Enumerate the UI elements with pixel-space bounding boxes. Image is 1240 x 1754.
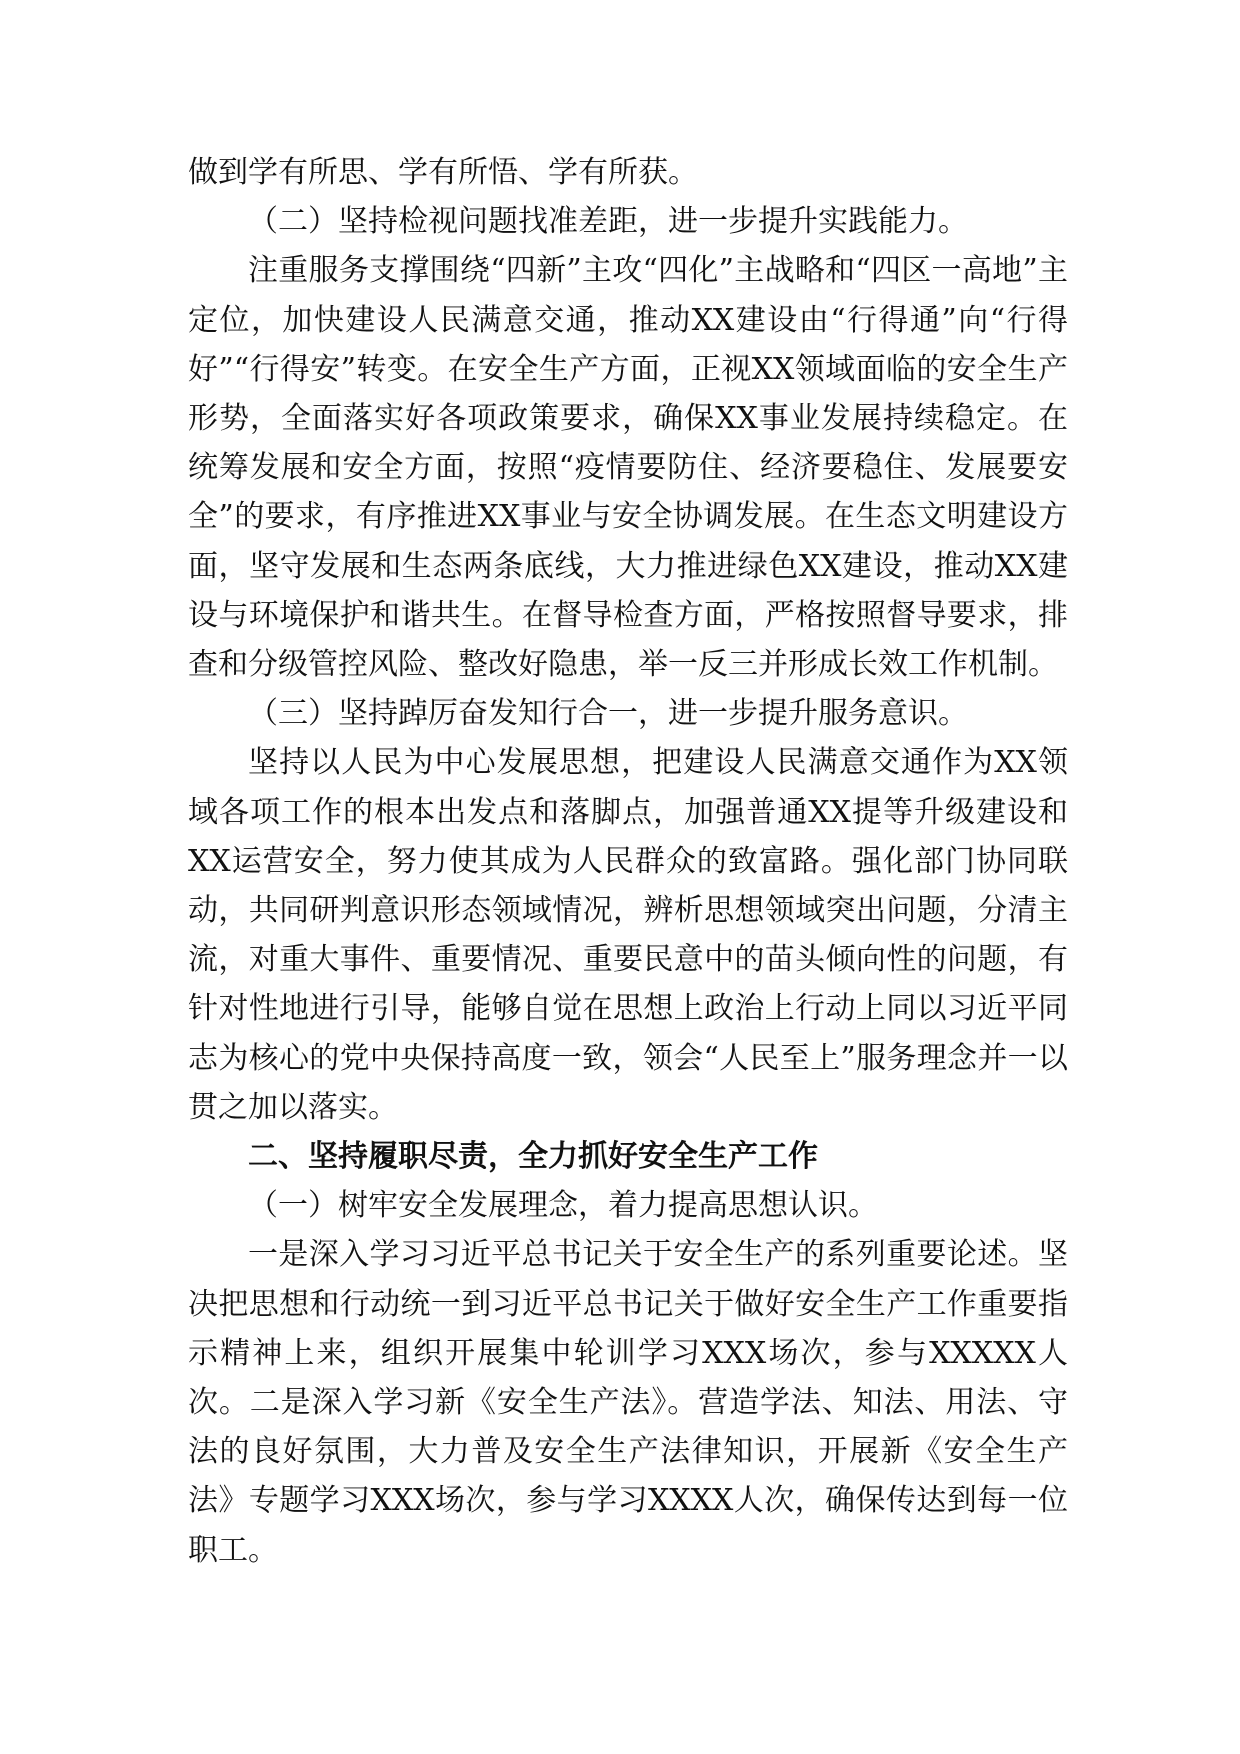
subheading-2: （二）坚持检视问题找准差距，进一步提升实践能力。 bbox=[248, 204, 968, 240]
section-heading-2: 二、坚持履职尽责，全力抓好安全生产工作 bbox=[248, 1139, 818, 1175]
paragraph-service-support: 注重服务支撑围绕“四新”主攻“四化”主战略和“四区一高地”主定位，加快建设人民满意交通，推动XX建设由“行得通”向“行得好”“行得安”转变。在安全生产方面，正视XX领域面临的安全生产形势，全面落实好各项政策要求，确保XX事业发展持续稳定。在统筹发展和安全方面，按照“疫情要防住、经济要稳住、发展要安全”的要求，有序推进XX事业与安全协调发展。在生态文明建设方面，坚守发展和生态两条底线，大力推进绿色XX建设，推动XX建设与环境保护和谐共生。在督导检查方面，严格按照督导要求，排查和分级管控风险、整改好隐患，举一反三并形成长效工作机制。 bbox=[188, 253, 1068, 683]
paragraph-study: 一是深入学习习近平总书记关于安全生产的系列重要论述。坚决把思想和行动统一到习近平总书记关于做好安全生产工作重要指示精神上来，组织开展集中轮训学习XXX场次，参与XXXXX人次。二是深入学习新《安全生产法》。营造学法、知法、用法、守法的良好氛围，大力普及安全生产法律知识，开展新《安全生产法》专题学习XXX场次，参与学习XXXX人次，确保传达到每一位职工。 bbox=[188, 1237, 1068, 1568]
paragraph-people-centered: 坚持以人民为中心发展思想，把建设人民满意交通作为XX领域各项工作的根本出发点和落脚点，加强普通XX提等升级建设和XX运营安全，努力使其成为人民群众的致富路。强化部门协同联动，共同研判意识形态领域情况，辨析思想领域突出问题，分清主流，对重大事件、重要情况、重要民意中的苗头倾向性的问题，有针对性地进行引导，能够自觉在思想上政治上行动上同以习近平同志为核心的党中央保持高度一致，领会“人民至上”服务理念并一以贯之加以落实。 bbox=[188, 745, 1068, 1125]
subheading-1: （一）树牢安全发展理念，着力提高思想认识。 bbox=[248, 1188, 878, 1224]
paragraph-continuation: 做到学有所思、学有所悟、学有所获。 bbox=[188, 155, 698, 190]
document-body bbox=[188, 148, 1068, 1575]
subheading-3: （三）坚持踔厉奋发知行合一，进一步提升服务意识。 bbox=[248, 696, 968, 732]
